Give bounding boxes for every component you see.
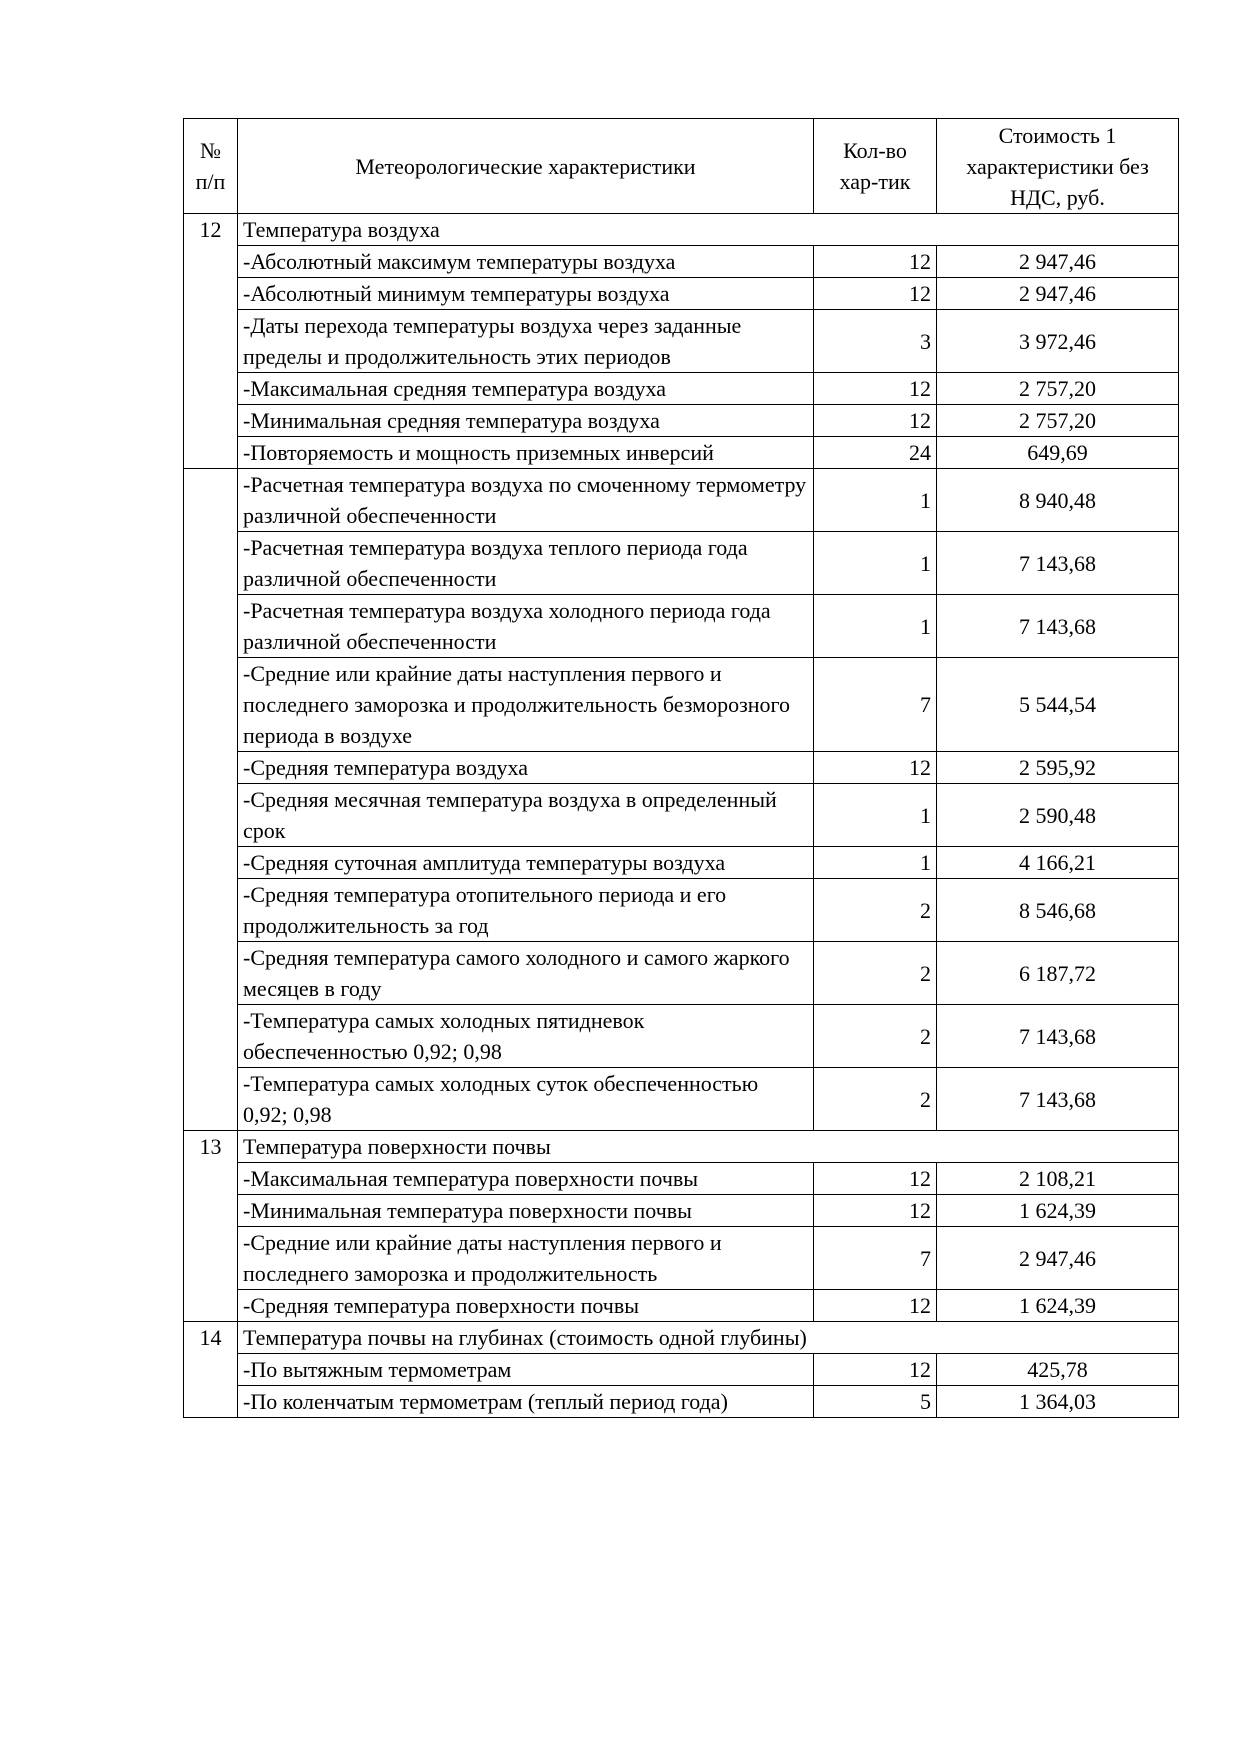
characteristic-cost: 7 143,68 [937, 1068, 1179, 1131]
characteristic-name: -Абсолютный максимум температуры воздуха [238, 246, 814, 278]
characteristic-name: -Средние или крайние даты наступления первого и последнего заморозка и продолжительность [238, 1227, 814, 1290]
characteristic-name: -Средние или крайние даты наступления первого и последнего заморозка и продолжительность безморозного периода в воздухе [238, 658, 814, 752]
characteristic-cost: 1 624,39 [937, 1195, 1179, 1227]
characteristic-name: -Расчетная температура воздуха по смоченному термометру различной обеспеченности [238, 469, 814, 532]
table-row [184, 784, 1179, 847]
characteristic-cost: 2 757,20 [937, 405, 1179, 437]
characteristic-name: -Минимальная средняя температура воздуха [238, 405, 814, 437]
characteristic-count: 12 [814, 1354, 937, 1386]
characteristic-cost: 2 757,20 [937, 373, 1179, 405]
characteristic-cost: 2 595,92 [937, 752, 1179, 784]
characteristic-name: -Средняя суточная амплитуда температуры воздуха [238, 847, 814, 879]
characteristic-cost: 5 544,54 [937, 658, 1179, 752]
table-row [184, 310, 1179, 373]
characteristic-count: 5 [814, 1386, 937, 1418]
characteristic-count: 2 [814, 1068, 937, 1131]
characteristic-count: 12 [814, 752, 937, 784]
characteristic-name: -Максимальная температура поверхности почвы [238, 1163, 814, 1195]
characteristic-cost: 425,78 [937, 1354, 1179, 1386]
characteristic-name: -По вытяжным термометрам [238, 1354, 814, 1386]
table-row [184, 879, 1179, 942]
group-number [184, 469, 238, 1131]
characteristic-cost: 2 108,21 [937, 1163, 1179, 1195]
table-row [184, 1354, 1179, 1386]
characteristic-cost: 8 546,68 [937, 879, 1179, 942]
header-name: Метеорологические характеристики [238, 119, 814, 214]
table-row [184, 1290, 1179, 1322]
characteristic-count: 12 [814, 1163, 937, 1195]
characteristic-count: 12 [814, 278, 937, 310]
header-count: Кол-во хар-тик [814, 119, 937, 214]
characteristic-count: 3 [814, 310, 937, 373]
header-num: № п/п [184, 119, 238, 214]
table-row [184, 1068, 1179, 1131]
group-title-row [184, 214, 1179, 246]
group-title: Температура поверхности почвы [238, 1131, 1179, 1163]
characteristic-count: 12 [814, 373, 937, 405]
table-row [184, 658, 1179, 752]
table-row [184, 1227, 1179, 1290]
characteristic-count: 12 [814, 1195, 937, 1227]
characteristic-name: -Повторяемость и мощность приземных инверсий [238, 437, 814, 469]
characteristic-count: 12 [814, 246, 937, 278]
characteristic-cost: 1 624,39 [937, 1290, 1179, 1322]
characteristic-count: 1 [814, 784, 937, 847]
characteristic-name: -Минимальная температура поверхности почвы [238, 1195, 814, 1227]
table-row [184, 469, 1179, 532]
characteristic-cost: 6 187,72 [937, 942, 1179, 1005]
characteristic-name: -Температура самых холодных суток обеспеченностью 0,92; 0,98 [238, 1068, 814, 1131]
table-row [184, 278, 1179, 310]
table-body [184, 214, 1179, 1418]
characteristic-count: 12 [814, 405, 937, 437]
characteristic-count: 1 [814, 469, 937, 532]
table-row [184, 595, 1179, 658]
group-title-row [184, 1322, 1179, 1354]
group-number: 14 [184, 1322, 238, 1418]
characteristic-cost: 2 590,48 [937, 784, 1179, 847]
characteristic-name: -Максимальная средняя температура воздуха [238, 373, 814, 405]
characteristic-count: 2 [814, 879, 937, 942]
characteristic-name: -По коленчатым термометрам (теплый период года) [238, 1386, 814, 1418]
characteristic-name: -Средняя месячная температура воздуха в определенный срок [238, 784, 814, 847]
table-row [184, 405, 1179, 437]
characteristic-cost: 7 143,68 [937, 1005, 1179, 1068]
characteristic-cost: 2 947,46 [937, 1227, 1179, 1290]
characteristic-count: 1 [814, 595, 937, 658]
characteristic-cost: 4 166,21 [937, 847, 1179, 879]
characteristic-name: -Средняя температура отопительного периода и его продолжительность за год [238, 879, 814, 942]
characteristic-cost: 1 364,03 [937, 1386, 1179, 1418]
characteristic-count: 1 [814, 847, 937, 879]
characteristic-name: -Средняя температура самого холодного и самого жаркого месяцев в году [238, 942, 814, 1005]
table-row [184, 246, 1179, 278]
characteristic-count: 7 [814, 1227, 937, 1290]
characteristic-count: 7 [814, 658, 937, 752]
characteristic-cost: 7 143,68 [937, 532, 1179, 595]
characteristic-name: -Средняя температура поверхности почвы [238, 1290, 814, 1322]
characteristic-cost: 3 972,46 [937, 310, 1179, 373]
table-row [184, 1386, 1179, 1418]
characteristic-count: 12 [814, 1290, 937, 1322]
table-row [184, 437, 1179, 469]
characteristic-name: -Абсолютный минимум температуры воздуха [238, 278, 814, 310]
price-table [183, 118, 1179, 1418]
characteristic-cost: 649,69 [937, 437, 1179, 469]
group-title-row [184, 1131, 1179, 1163]
group-title: Температура почвы на глубинах (стоимость одной глубины) [238, 1322, 1179, 1354]
characteristic-name: -Расчетная температура воздуха холодного периода года различной обеспеченности [238, 595, 814, 658]
group-number: 13 [184, 1131, 238, 1322]
table-header-row [184, 119, 1179, 214]
characteristic-name: -Расчетная температура воздуха теплого периода года различной обеспеченности [238, 532, 814, 595]
table-row [184, 1195, 1179, 1227]
table-row [184, 1005, 1179, 1068]
characteristic-cost: 2 947,46 [937, 246, 1179, 278]
characteristic-count: 24 [814, 437, 937, 469]
characteristic-count: 2 [814, 942, 937, 1005]
characteristic-count: 2 [814, 1005, 937, 1068]
table-row [184, 532, 1179, 595]
table-row [184, 1163, 1179, 1195]
characteristic-count: 1 [814, 532, 937, 595]
characteristic-name: -Температура самых холодных пятидневок обеспеченностью 0,92; 0,98 [238, 1005, 814, 1068]
group-number: 12 [184, 214, 238, 469]
table-row [184, 847, 1179, 879]
table-row [184, 373, 1179, 405]
characteristic-cost: 2 947,46 [937, 278, 1179, 310]
table-row [184, 752, 1179, 784]
characteristic-name: -Даты перехода температуры воздуха через заданные пределы и продолжительность этих периодов [238, 310, 814, 373]
characteristic-cost: 7 143,68 [937, 595, 1179, 658]
characteristic-cost: 8 940,48 [937, 469, 1179, 532]
characteristic-name: -Средняя температура воздуха [238, 752, 814, 784]
table-row [184, 942, 1179, 1005]
group-title: Температура воздуха [238, 214, 1179, 246]
header-cost: Стоимость 1 характеристики без НДС, руб. [937, 119, 1179, 214]
